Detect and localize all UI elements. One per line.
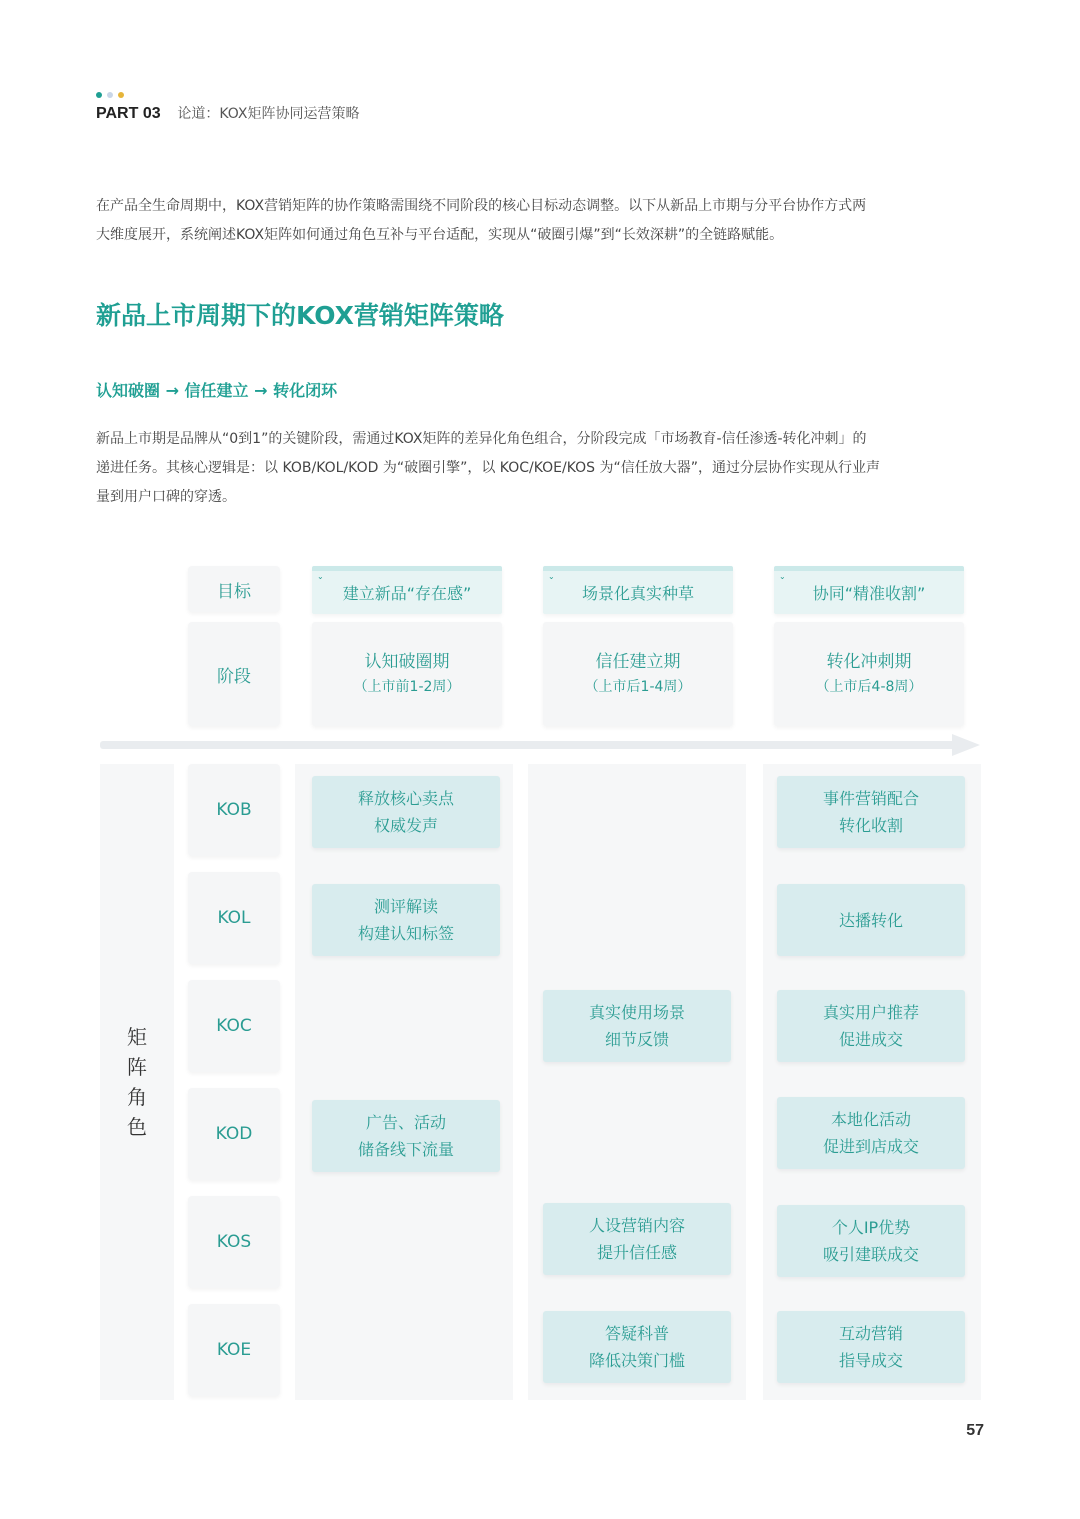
task-line: 细节反馈 xyxy=(604,1030,669,1049)
phase-box-3 xyxy=(774,622,964,726)
task-kos-phase3 xyxy=(777,1205,965,1277)
phase-label: 阶段 xyxy=(188,622,280,726)
timeline-arrow-shaft xyxy=(100,741,956,749)
task-kol-phase3 xyxy=(777,884,965,956)
task-line: 促进成交 xyxy=(838,1030,903,1049)
task-line: 构建认知标签 xyxy=(357,924,454,943)
goal-text-3: 协同“精准收割” xyxy=(812,584,926,603)
column-panel-3 xyxy=(763,764,981,1400)
phase-time-1: （上市前1-2周） xyxy=(353,679,461,695)
phase-time-3: （上市后4-8周） xyxy=(815,679,923,695)
chevron-down-icon: ⌄ xyxy=(317,572,324,581)
task-line: 真实使用场景 xyxy=(588,1003,685,1022)
task-line: 促进到店成交 xyxy=(822,1137,919,1156)
phase-time-2: （上市后1-4周） xyxy=(584,679,692,695)
role-group-char-2: 阵 xyxy=(127,1055,147,1079)
goal-box-1 xyxy=(312,566,502,614)
body-paragraph xyxy=(96,425,986,512)
phase-name-3: 转化冲刺期 xyxy=(826,652,912,672)
body-line-1: 新品上市期是品牌从“0到1”的关键阶段，需通过KOX矩阵的差异化角色组合，分阶段完成「市场教育-信任渗透-转化冲刺」的 xyxy=(96,431,867,447)
role-group-label xyxy=(122,1022,152,1142)
timeline-arrow xyxy=(100,734,982,756)
task-line: 事件营销配合 xyxy=(822,789,919,808)
intro-line-1: 在产品全生命周期中，KOX营销矩阵的协作策略需围绕不同阶段的核心目标动态调整。以下从新品上市期与分平台协作方式两 xyxy=(96,198,867,214)
role-label-kos: KOS xyxy=(188,1196,280,1288)
task-line: 真实用户推荐 xyxy=(822,1003,919,1022)
role-group-char-1: 矩 xyxy=(127,1025,147,1049)
dot-1 xyxy=(96,92,102,98)
task-line: 答疑科普 xyxy=(604,1324,669,1343)
task-line: 本地化活动 xyxy=(830,1110,911,1129)
task-line: 指导成交 xyxy=(838,1351,903,1370)
task-line: 释放核心卖点 xyxy=(357,789,454,808)
task-koe-phase3 xyxy=(777,1311,965,1383)
body-line-2: 递进任务。其核心逻辑是：以 KOB/KOL/KOD 为“破圈引擎”，以 KOC/KOE/KOS 为“信任放大器”，通过分层协作实现从行业声 xyxy=(96,460,880,476)
task-line: 转化收割 xyxy=(838,816,903,835)
task-kob-phase1 xyxy=(312,776,500,848)
role-group-char-4: 色 xyxy=(127,1115,147,1139)
task-kod-phase3 xyxy=(777,1097,965,1169)
role-label-koe: KOE xyxy=(188,1304,280,1396)
task-line: 权威发声 xyxy=(373,816,438,835)
dot-2 xyxy=(107,92,113,98)
task-line: 人设营销内容 xyxy=(588,1216,685,1235)
goal-text-2: 场景化真实种草 xyxy=(581,584,694,603)
role-label-kod: KOD xyxy=(188,1088,280,1180)
section-title: 新品上市周期下的KOX营销矩阵策略 xyxy=(96,301,504,330)
page-number: 57 xyxy=(966,1422,984,1439)
task-line: 吸引建联成交 xyxy=(822,1245,919,1264)
task-koe-phase2 xyxy=(543,1311,731,1383)
task-line: 广告、活动 xyxy=(365,1113,446,1132)
task-line: 提升信任感 xyxy=(596,1243,677,1262)
dot-3 xyxy=(118,92,124,98)
phase-box-1 xyxy=(312,622,502,726)
task-line: 储备线下流量 xyxy=(357,1140,454,1159)
task-koc-phase2 xyxy=(543,990,731,1062)
task-kol-phase1 xyxy=(312,884,500,956)
running-header xyxy=(96,103,360,123)
goal-box-2 xyxy=(543,566,733,614)
task-kod-phase1 xyxy=(312,1100,500,1172)
intro-line-2: 大维度展开，系统阐述KOX矩阵如何通过角色互补与平台适配，实现从“破圈引爆”到“长效深耕”的全链路赋能。 xyxy=(96,227,784,243)
task-line: 互动营销 xyxy=(838,1324,903,1343)
body-line-3: 量到用户口碑的穿透。 xyxy=(96,489,236,505)
goal-box-3 xyxy=(774,566,964,614)
task-line: 达播转化 xyxy=(838,910,903,930)
subheading: 认知破圈 → 信任建立 → 转化闭环 xyxy=(96,381,338,400)
intro-paragraph xyxy=(96,192,986,250)
chevron-down-icon: ⌄ xyxy=(779,572,786,581)
task-line: 个人IP优势 xyxy=(831,1218,911,1237)
phase-box-2 xyxy=(543,622,733,726)
column-panel-2 xyxy=(528,764,746,1400)
role-label-koc: KOC xyxy=(188,980,280,1072)
phase-name-1: 认知破圈期 xyxy=(364,652,450,672)
task-kos-phase2 xyxy=(543,1203,731,1275)
goal-label: 目标 xyxy=(188,566,280,612)
column-panel-1 xyxy=(295,764,513,1400)
task-line: 测评解读 xyxy=(373,897,438,916)
part-title: 论道：KOX矩阵协同运营策略 xyxy=(177,106,360,122)
role-label-kol: KOL xyxy=(188,872,280,964)
role-group-panel xyxy=(100,764,174,1400)
task-koc-phase3 xyxy=(777,990,965,1062)
goal-text-1: 建立新品“存在感” xyxy=(342,584,472,603)
role-label-kob: KOB xyxy=(188,764,280,856)
header-dots xyxy=(96,92,124,100)
phase-name-2: 信任建立期 xyxy=(595,652,681,672)
timeline-arrow-head xyxy=(952,734,980,756)
role-group-char-3: 角 xyxy=(127,1085,147,1109)
part-label: PART 03 xyxy=(96,105,161,122)
chevron-down-icon: ⌄ xyxy=(548,572,555,581)
task-kob-phase3 xyxy=(777,776,965,848)
task-line: 降低决策门槛 xyxy=(588,1351,685,1370)
